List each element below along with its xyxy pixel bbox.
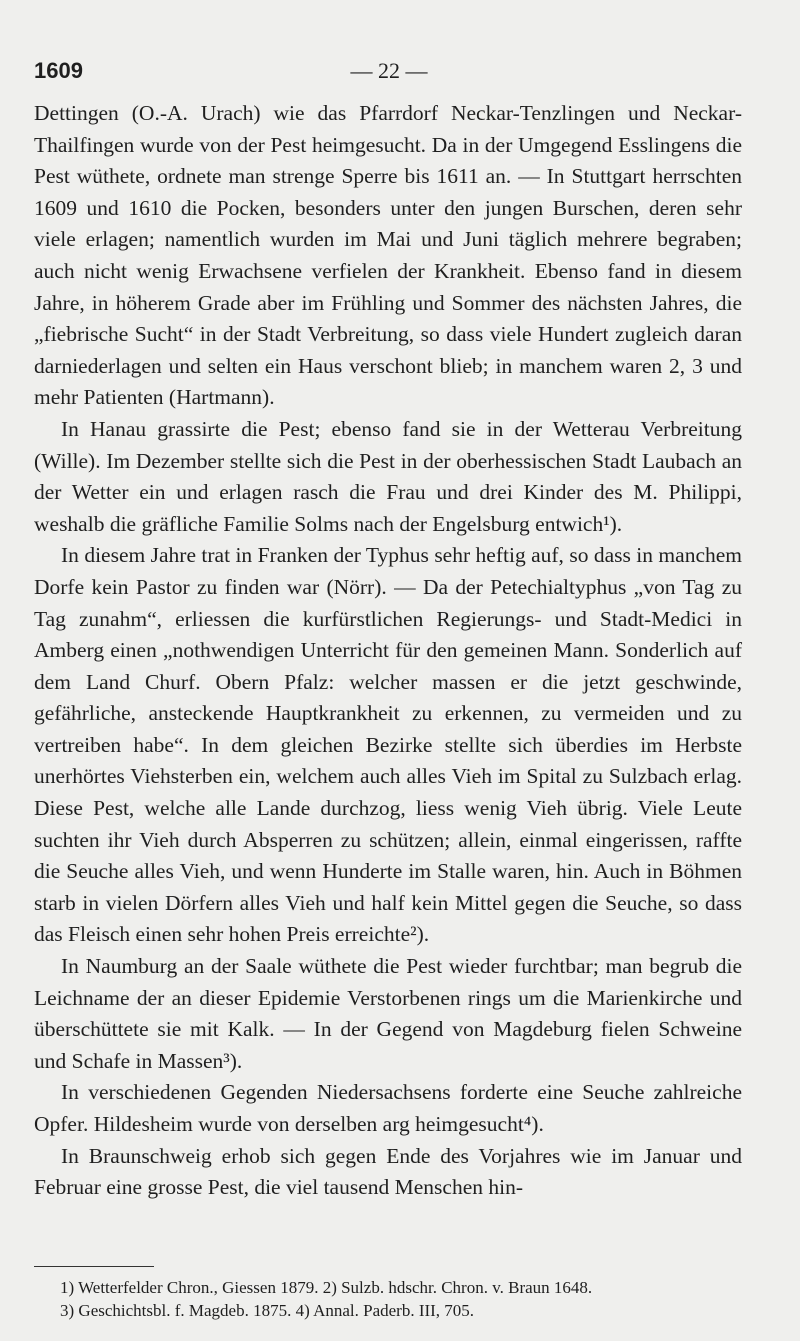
footnotes	[34, 1276, 746, 1322]
paragraph: In verschiedenen Gegenden Niedersachsens forderte eine Seuche zahlreiche Opfer. Hildesheim wurde von derselben arg heimgesucht⁴).	[34, 1080, 742, 1136]
paragraph: Dettingen (O.-A. Urach) wie das Pfarrdorf Neckar-Tenzlingen und Neckar-Thailfingen wurde von der Pest heimgesucht. Da in der Umgegend Esslingens die Pest wüthete, ordnete man strenge Sperre bis 1611 an. — In Stuttgart herrschten 1609 und 1610 die Pocken, besonders unter den jungen Burschen, deren sehr viele erlagen; namentlich wurden im Mai und Juni täglich mehrere begraben; auch nicht wenig Erwachsene verfielen der Krankheit. Ebenso fand in diesem Jahre, in höherem Grade aber im Frühling und Sommer des nächsten Jahres, die „fiebrische Sucht“ in der Stadt Verbreitung, so dass viele Hundert zugleich daran darniederlagen und selten ein Haus verschont blieb; in manchem waren 2, 3 und mehr Patienten (Hartmann).	[34, 101, 742, 410]
paragraph: In Hanau grassirte die Pest; ebenso fand sie in der Wetterau Verbreitung (Wille). Im Dezember stellte sich die Pest in der oberhessischen Stadt Laubach an der Wetter ein und erlagen rasch die Frau und drei Kinder des M. Philippi, weshalb die gräfliche Familie Solms nach der Engelsburg entwich¹).	[34, 416, 742, 536]
main-text	[34, 98, 742, 1204]
page-number: — 22 —	[350, 58, 428, 83]
footnote-line: 3) Geschichtsbl. f. Magdeb. 1875. 4) Annal. Paderb. III, 705.	[60, 1301, 475, 1320]
page-header	[34, 58, 746, 88]
footnote-divider	[34, 1266, 154, 1267]
paragraph: In diesem Jahre trat in Franken der Typhus sehr heftig auf, so dass in manchem Dorfe kein Pastor zu finden war (Nörr). — Da der Petechialtyphus „von Tag zu Tag zunahm“, erliessen die kurfürstlichen Regierungs- und Stadt-Medici in Amberg einen „nothwendigen Unterricht für den gemeinen Mann. Sonderlich auf dem Land Churf. Obern Pfalz: welcher massen er die jetzt geschwinde, gefährliche, ansteckende Hauptkrankheit zu erkennen, zu vermeiden und zu vertreiben habe“. In dem gleichen Bezirke stellte sich überdies im Herbste unerhörtes Viehsterben ein, welchem auch alles Vieh im Spital zu Sulzbach erlag. Diese Pest, welche alle Lande durchzog, liess wenig Vieh übrig. Viele Leute suchten ihr Vieh durch Absperren zu schützen; allein, einmal eingerissen, raffte die Seuche alles Vieh, und wenn Hunderte im Stalle waren, hin. Auch in Böhmen starb in vielen Dörfern alles Vieh und half kein Mittel gegen die Seuche, so dass das Fleisch einen sehr hohen Preis erreichte²).	[34, 543, 742, 947]
footnote-line: 1) Wetterfelder Chron., Giessen 1879. 2) Sulzb. hdschr. Chron. v. Braun 1648.	[60, 1278, 593, 1297]
paragraph: In Braunschweig erhob sich gegen Ende des Vorjahres wie im Januar und Februar eine grosse Pest, die viel tausend Menschen hin-	[34, 1143, 742, 1200]
running-year: 1609	[34, 58, 83, 83]
paragraph: In Naumburg an der Saale wüthete die Pest wieder furchtbar; man begrub die Leichname der an dieser Epidemie Verstorbenen rings um die Marienkirche und überschüttete sie mit Kalk. — In der Gegend von Magdeburg fielen Schweine und Schafe in Massen³).	[34, 954, 742, 1073]
